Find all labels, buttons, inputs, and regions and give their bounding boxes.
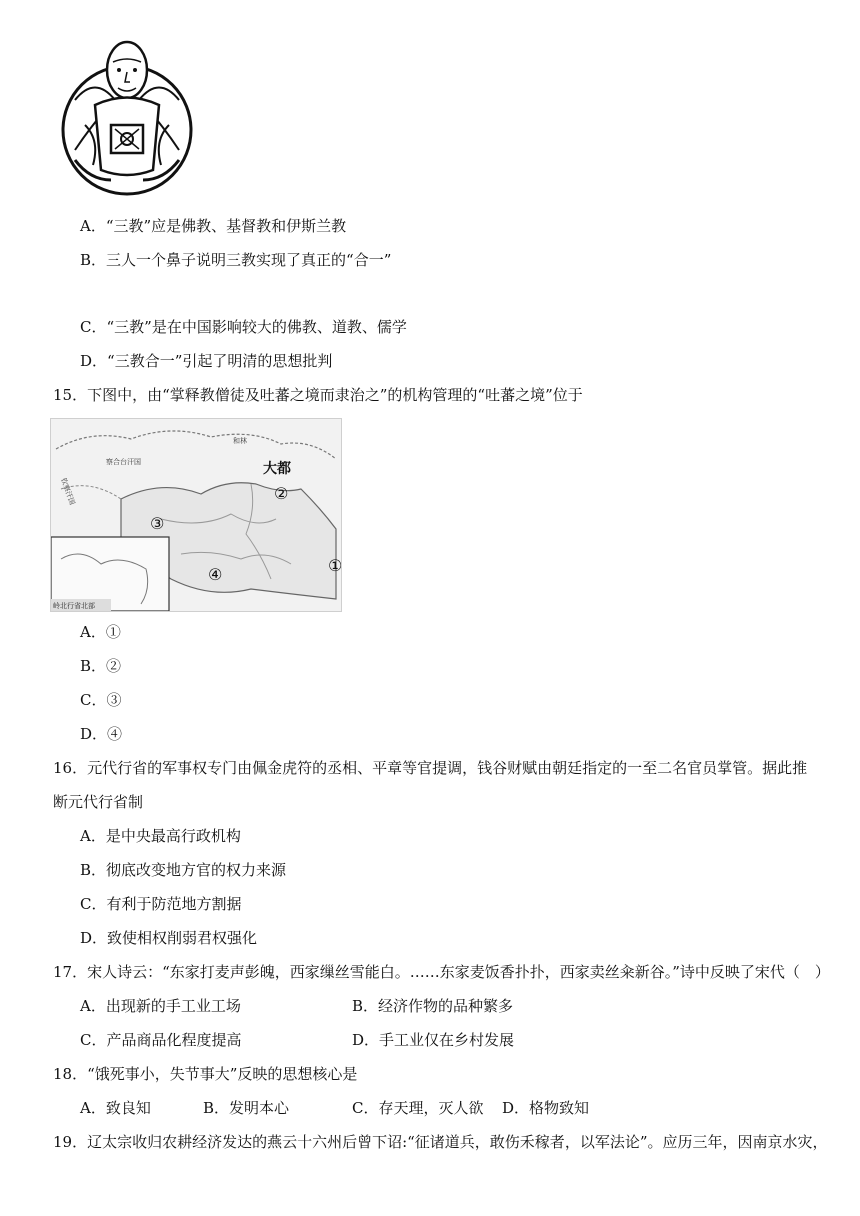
q15-option-d: D．④ — [80, 725, 123, 743]
q15-option-c: C．③ — [80, 691, 122, 709]
map-label-kipchak: 钦察汗国 — [59, 476, 77, 506]
q14-option-b: B．三人一个鼻子说明三教实现了真正的“合一” — [80, 251, 392, 269]
q18-option-b: B．发明本心 — [203, 1099, 290, 1117]
q16-option-a: A．是中央最高行政机构 — [80, 827, 241, 845]
q17-stem: 17．宋人诗云：“东家打麦声彭魄，西家缫丝雪能白。……东家麦饭香扑扑，西家卖丝籴新谷。”诗中反映了宋代（ ） — [53, 963, 830, 981]
q15-stem: 15．下图中，由“掌释教僧徒及吐蕃之境而隶治之”的机构管理的“吐蕃之境”位于 — [53, 386, 583, 404]
q16-stem-line1: 16．元代行省的军事权专门由佩金虎符的丞相、平章等官提调，钱谷财赋由朝廷指定的一至二名官员掌管。据此推 — [53, 759, 808, 777]
q18-stem: 18．“饿死事小，失节事大”反映的思想核心是 — [53, 1065, 358, 1083]
map-marker-1: ① — [328, 556, 341, 575]
q14-option-a: A．“三教”应是佛教、基督教和伊斯兰教 — [80, 217, 347, 235]
yuan-dynasty-map — [50, 418, 342, 612]
q16-option-c: C．有利于防范地方割据 — [80, 895, 242, 913]
q15-option-b: B．② — [80, 657, 122, 675]
q18-option-c: C．存天理，灭人欲 — [352, 1099, 484, 1117]
map-marker-2: ② — [274, 484, 289, 503]
q14-option-d: D．“三教合一”引起了明清的思想批判 — [80, 352, 333, 370]
q17-option-d: D．手工业仅在乡村发展 — [352, 1031, 515, 1049]
q18-option-a: A．致良知 — [80, 1099, 151, 1117]
q15-option-a: A．① — [80, 623, 121, 641]
q16-option-d: D．致使相权削弱君权强化 — [80, 929, 258, 947]
q16-stem-line2: 断元代行省制 — [53, 793, 144, 811]
map-label-dadu: 大都 — [263, 461, 291, 477]
q17-option-a: A．出现新的手工业工场 — [80, 997, 241, 1015]
map-marker-4: ④ — [208, 565, 223, 584]
q14-option-c: C．“三教”是在中国影响较大的佛教、道教、儒学 — [80, 318, 407, 336]
q17-option-c: C．产品商品化程度提高 — [80, 1031, 242, 1049]
map-label-chagatai: 察合台汗国 — [106, 458, 141, 466]
map-inset-label: 岭北行省北部 — [53, 602, 95, 610]
q17-option-b: B．经济作物的品种繁多 — [352, 997, 514, 1015]
map-marker-3: ③ — [150, 514, 165, 533]
q16-option-b: B．彻底改变地方官的权力来源 — [80, 861, 287, 879]
q19-stem-line1: 19．辽太宗收归农耕经济发达的燕云十六州后曾下诏:“征诸道兵，敢伤禾稼者，以军法论”。应历三年，因南京水灾， — [53, 1133, 828, 1151]
map-label-helin: 和林 — [233, 437, 247, 445]
q18-option-d: D．格物致知 — [502, 1099, 590, 1117]
three-teachings-medallion-image — [55, 30, 205, 200]
